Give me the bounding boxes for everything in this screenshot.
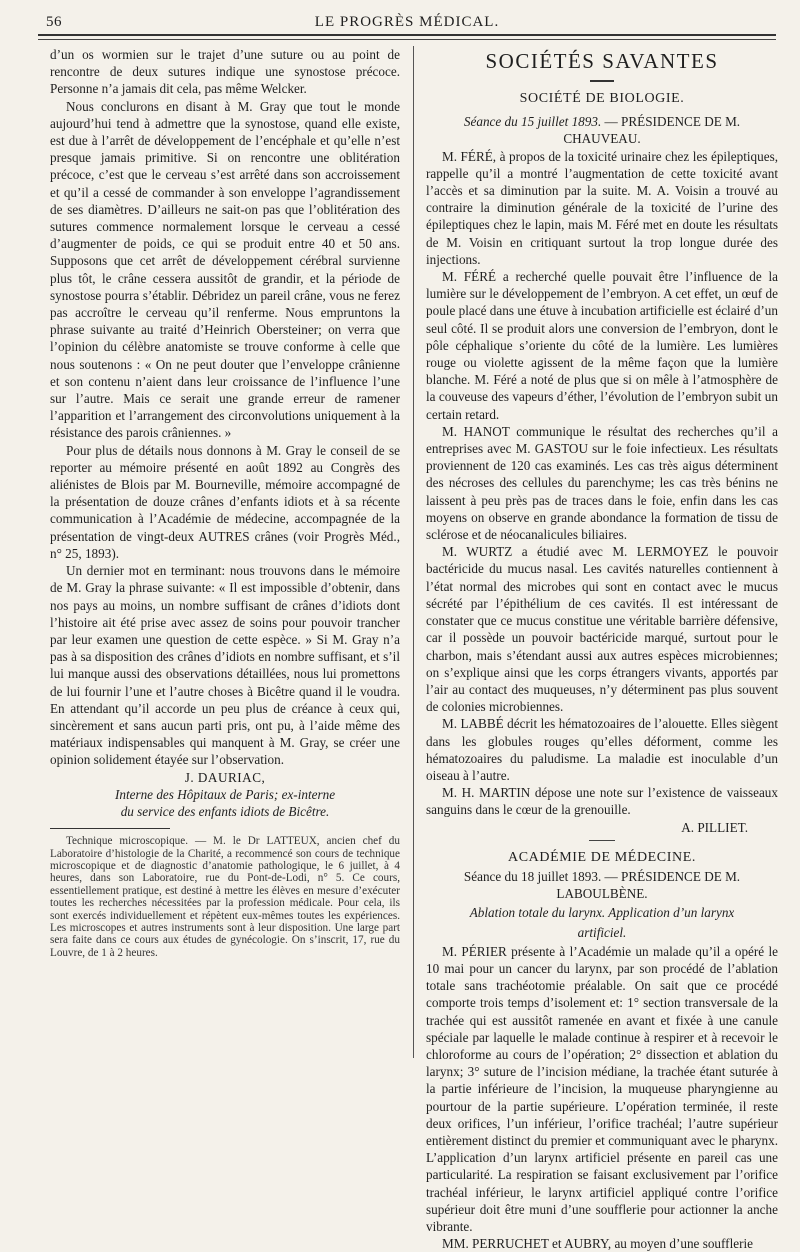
section-rule xyxy=(590,80,614,82)
paragraph: Nous conclurons en disant à M. Gray que tout le monde aujourd’hui tend à admettre que la synostose, quand elle existe, est due à l’arrêt de développement de l’encéphale et qu’elle n’est presque jamais primitive. Si on rencontre une oblitération précoce, c’est que le cerveau s’est arrêté dans son accroissement et qu’il a cessé de commander à son enveloppe l’agrandissement de ses diamètres. D’ailleurs ne sait-on pas que l’oblitération des sutures commence normalement lorsque le cerveau a cessé d’augmenter de poids, ce qui se produit entre 40 et 50 ans. Supposons que cet arrêt de développement cérébral survienne plus tôt, le crâne cessera aussitôt de grandir, et la période de synostose pourra s’établir. Débridez un pareil crâne, vous ne ferez pas accroître le cerveau qu’il renferme. Nous empruntons la phrase suivante au traité d’Heinrich Obersteiner; on verra que l’opinion du célèbre anatomiste se trouve conforme à celle que nous soutenons : « On ne peut douter que l’enveloppe crânienne et son contenu n’aient dans leur croissance de l’influence l’une sur l’autre. Mais ce serait une grande erreur de ramener l’apparition et l’arrangement des circonvolutions uniquement à la résistance des parois crâniennes. » xyxy=(50,98,400,441)
session-line: Séance du 18 juillet 1893. — PRÉSIDENCE DE M. LABOULBÈNE. xyxy=(463,868,741,902)
academy-title: ACADÉMIE DE MÉDECINE. xyxy=(508,849,696,865)
left-column xyxy=(50,46,400,959)
paragraph: MM. PERRUCHET et AUBRY, au moyen d’une soufflerie xyxy=(442,1236,753,1252)
author-name: J. DAURIAC, xyxy=(184,769,266,785)
society-title: SOCIÉTÉ DE BIOLOGIE. xyxy=(519,91,685,106)
article-title: Ablation totale du larynx. Application d’un larynx xyxy=(469,905,735,921)
session-date: Séance du 15 juillet 1893. xyxy=(463,114,602,130)
paragraph: M. FÉRÉ a recherché quelle pouvait être l’influence de la lumière sur le développement de l’embryon. A cet effet, un œuf de poule placé dans une étuve à incubation artificielle est éclairé d’un seul côté. Il se produit alors une conversion de l’embryon, dont le pôle céphalique s’oriente du côté de la lumière. Les lumières rouge ou violette agissent de la même façon que la lumière blanche. M. Féré a noté de plus que si on mêle à l’atmosphère de la couveuse des vapeurs d’éther, l’évolution de l’embryon subit un certain retard. xyxy=(426,269,778,422)
report-signature: A. PILLIET. xyxy=(681,819,748,835)
paragraph: M. FÉRÉ, à propos de la toxicité urinaire chez les épileptiques, rappelle qu’il a montré l’augmentation de cette toxicité avant l’accès et sa diminution par la suite. M. A. Voisin a trouvé au contraire la diminution générale de la toxicité de l’urine des épileptiques chez le lapin, mais M. Féré met en doute les résultats de M. Voisin en critiquant surtout la trop longue durée des injections. xyxy=(426,148,778,267)
session-presidency: — PRÉSIDENCE DE M. CHAUVEAU. xyxy=(563,114,741,147)
paragraph: M. H. MARTIN dépose une note sur l’existence de vaisseaux sanguins dans le cœur de la grenouille. xyxy=(426,785,778,818)
paragraph: M. WURTZ a étudié avec M. LERMOYEZ le pouvoir bactéricide du mucus nasal. Les cavités naturelles contiennent à l’état normal des microbes qui sont en contact avec le mucus sécrété par l’épithélium de ces cavités. Il est intéressant de constater que ce mucus constitue une véritable barrière défensive, car il possède un pouvoir bactéricide marqué, surtout pour le charbon, mais s’étendant aussi aux autres espèces microbiennes; on s’explique ainsi que les corps étrangers vivants, apportés par l’air au contact des muqueuses, n’y déterminent pas plus souvent de colonies microbiennes. xyxy=(426,544,778,715)
header-rule-thin xyxy=(38,39,776,40)
paragraph: Un dernier mot en terminant: nous trouvons dans le mémoire de M. Gray la phrase suivante: « Il est impossible d’obtenir, dans nos pays au moins, un nombre suffisant de crânes d’idiots dont l’histoire ait été prise avec assez de soins pour pouvoir trancher par leur examen une question de cette espèce. » Si M. Gray n’a pas à sa disposition des crânes d’idiots en nombre suffisant, et s’il lui manque aussi des observations détaillées, nous lui promettons de lui fournir l’une et l’autre choses à Bicêtre quand il le voudra. En attendant qu’il accorde un peu plus de créance à ceux qui, sincèrement et sans aucun parti pris, ont pu, à l’aide même des matériaux indispensables qui manquent à M. Gray, se créer une opinion solidement étayée sur l’observation. xyxy=(50,563,400,768)
section-rule xyxy=(589,840,615,841)
paragraph: M. LABBÉ décrit les hématozoaires de l’alouette. Elles siègent dans les globules rouges qu’elles déforment, comme les hématozoaires du paludisme. La maladie est inoculable d’un oiseau à l’autre. xyxy=(426,716,778,783)
page-number: 56 xyxy=(46,14,62,30)
paragraph: Pour plus de détails nous donnons à M. Gray le conseil de se reporter au mémoire présenté en août 1892 au Congrès des aliénistes de Blois par M. Bourneville, mémoire accompagné de la présentation de douze crânes d’enfants idiots et à sa récente communication à l’Académie de médecine, accompagnée de la présentation de vingt-deux AUTRES crânes (voir Progrès Méd., n° 25, 1893). xyxy=(50,442,400,561)
article-title: artificiel. xyxy=(577,924,627,940)
paragraph: d’un os wormien sur le trajet d’une suture ou au point de rencontre de deux sutures indique une synostose précoce. Personne n’a jamais dit cela, pas même Welcker. xyxy=(50,47,400,97)
footnote: Technique microscopique. — M. le Dr LATTEUX, ancien chef du Laboratoire d’histologie de la Charité, a recommencé son cours de technique microscopique et de diagnostic d’anatomie pathologique, le 6 juillet, à 4 heures, dans son Laboratoire, rue du Pont-de-Lodi, n° 5. Ce cours, essentiellement pratique, est destiné à mettre les élèves en mesure d’exécuter toutes les recherches nécessitées par la profession médicale. Pour cela, ils sont exercés individuellement et répètent eux-mêmes toutes les expériences. Les microscopes et autres instruments sont à leur disposition. Une large part sera faite dans ce cours aux études de gynécologie. On s’inscrit, 17, rue du Louvre, de 1 à 2 heures. xyxy=(50,835,400,959)
page-header xyxy=(38,10,776,36)
author-role: du service des enfants idiots de Bicêtre. xyxy=(120,803,330,819)
session-line xyxy=(426,113,778,147)
right-column xyxy=(426,46,778,1252)
section-title: SOCIÉTÉS SAVANTES xyxy=(485,49,719,73)
author-role: Interne des Hôpitaux de Paris; ex-interne xyxy=(114,786,336,802)
header-rule xyxy=(38,34,776,36)
paragraph: M. HANOT communique le résultat des recherches qu’il a entreprises avec M. GASTOU sur le foie infectieux. Les résultats proviennent de 120 cas examinés. Les cas très aigus déterminent des nécroses des cellules du parenchyme; les cas très bénins ne laissent à peu près pas de traces dans le foie, enfin dans les cas moyens on observe en grande abondance la formation de tissu de sclérose et de néocanalicules biliaires. xyxy=(426,423,778,543)
column-divider xyxy=(413,46,414,1058)
paragraph: M. PÉRIER présente à l’Académie un malade qu’il a opéré le 10 mai pour un cancer du larynx, par son procédé de l’ablation totale sans trachéotomie préalable. On sait que ce procédé comporte trois temps d’isolement et: 1° section transversale de la trachée qui est aussitôt ramenée en avant et fixée à une canule spéciale par laquelle le malade continue à respirer et à recevoir le chloroforme au cours de l’opération; 2° dissection et ablation du larynx; 3° suture de l’incision médiane, la trachée étant suturée à la partie inférieure de l’incision, la muqueuse pharyngienne au pourtour de la partie supérieure. L’opération terminée, il reste deux orifices, l’un inférieur, l’orifice trachéal; l’autre supérieur entièrement distinct du premier et communiquant avec le pharynx. L’application d’un larynx artificiel présente en pareil cas une particularité. La respiration se faisant exclusivement par l’orifice trachéal inférieur, le larynx artificiel appliqué contre l’orifice supérieur doit être muni d’une soufflerie pour actionner la anche vibrante. xyxy=(426,943,778,1234)
journal-title: LE PROGRÈS MÉDICAL. xyxy=(314,14,500,30)
footnote-rule xyxy=(50,828,170,829)
